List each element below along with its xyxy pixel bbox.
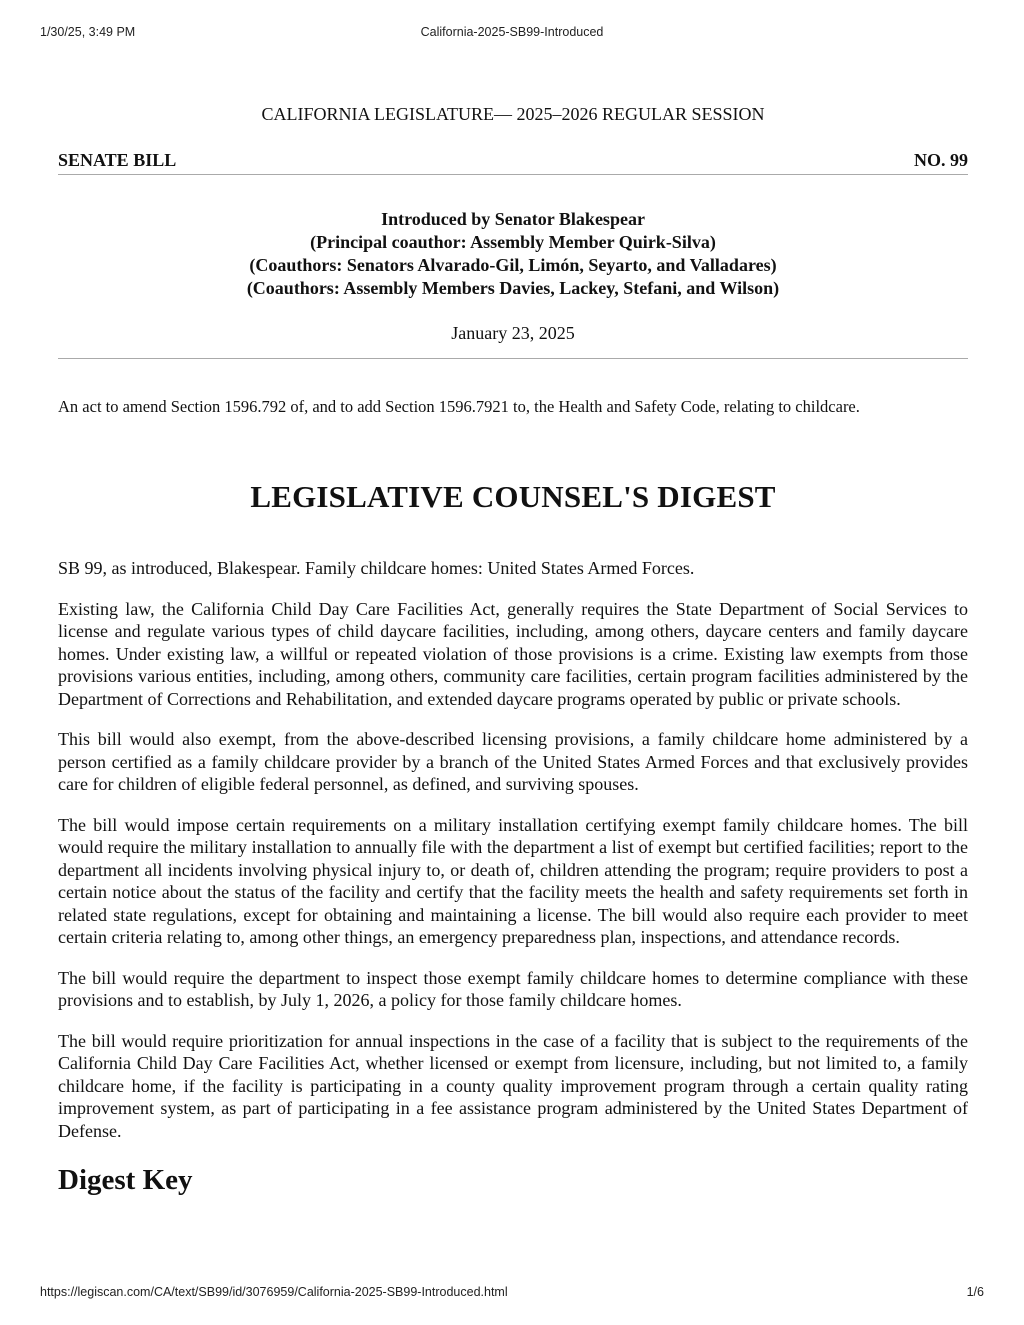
digest-title: LEGISLATIVE COUNSEL'S DIGEST [250,479,776,514]
introduced-by: Introduced by Senator Blakespear [381,209,645,229]
coauthors-assembly: (Coauthors: Assembly Members Davies, Lackey, Stefani, and Wilson) [246,278,780,298]
act-title: An act to amend Section 1596.792 of, and to add Section 1596.7921 to, the Health and Safety Code, relating to childcare. [58,397,860,416]
digest-paragraph: This bill would also exempt, from the above-described licensing provisions, a family childcare home administered by a person certified as a family childcare provider by a branch of the United States Armed Forces and that exclusively provides care for children of eligible federal personnel, as defined, and surviving spouses. [58,729,968,794]
session-heading: CALIFORNIA LEGISLATURE— 2025–2026 REGULAR SESSION [261,104,765,124]
bill-type: SENATE BILL [58,150,177,170]
introduced-date: January 23, 2025 [58,323,968,359]
digest-paragraph: The bill would require prioritization for annual inspections in the case of a facility that is subject to the requirements of the California Child Day Care Facilities Act, whether licensed or exempt from licensure, including, but not limited to, a family childcare home, if the facility is participating in a county quality improvement program through a certain quality rating improvement system, as part of participating in a fee assistance program administered by the United States Department of Defense. [58,1030,968,1141]
print-datetime: 1/30/25, 3:49 PM [40,25,136,39]
digest-key-heading: Digest Key [58,1164,193,1196]
digest-summary: SB 99, as introduced, Blakespear. Family childcare homes: United States Armed Forces. [58,558,695,578]
bill-number: NO. 99 [914,150,968,170]
digest-paragraph: The bill would impose certain requirements on a military installation certifying exempt family childcare homes. The bill would require the military installation to annually file with the department a list of exempt but certified facilities; report to the department all incidents involving physical injury to, or death of, children attending the program; require providers to post a certain notice about the status of the facility and certify that the facility meets the health and safety requirements set forth in related state regulations, except for obtaining and maintaining a license. The bill would also require each provider to meet certain criteria relating to, among other things, an emergency preparedness plan, inspections, and attendance records. [58,814,968,947]
coauthors-senate: (Coauthors: Senators Alvarado-Gil, Limón, Seyarto, and Valladares) [249,255,777,275]
digest-paragraph: Existing law, the California Child Day Care Facilities Act, generally requires the State Department of Social Services to license and regulate various types of child daycare facilities, including, among others, daycare centers and family daycare homes. Under existing law, a willful or repeated violation of those provisions is a crime. Existing law exempts from those provisions various entities, including, among others, community care facilities, certain program facilities administered by the Department of Corrections and Rehabilitation, and extended daycare programs operated by public or private schools. [58,598,968,709]
digest-paragraph: The bill would require the department to inspect those exempt family childcare homes to determine compliance with these provisions and to establish, by July 1, 2026, a policy for those family childcare homes. [58,967,968,1010]
bill-document [58,104,968,1197]
bill-id-row [58,150,968,175]
print-doc-title: California-2025-SB99-Introduced [420,25,604,39]
print-url: https://legiscan.com/CA/text/SB99/id/3076959/California-2025-SB99-Introduced.html [40,1285,508,1299]
page-number: 1/6 [966,1285,984,1299]
principal-coauthor: (Principal coauthor: Assembly Member Quirk-Silva) [310,232,716,252]
authors-block [58,208,968,300]
